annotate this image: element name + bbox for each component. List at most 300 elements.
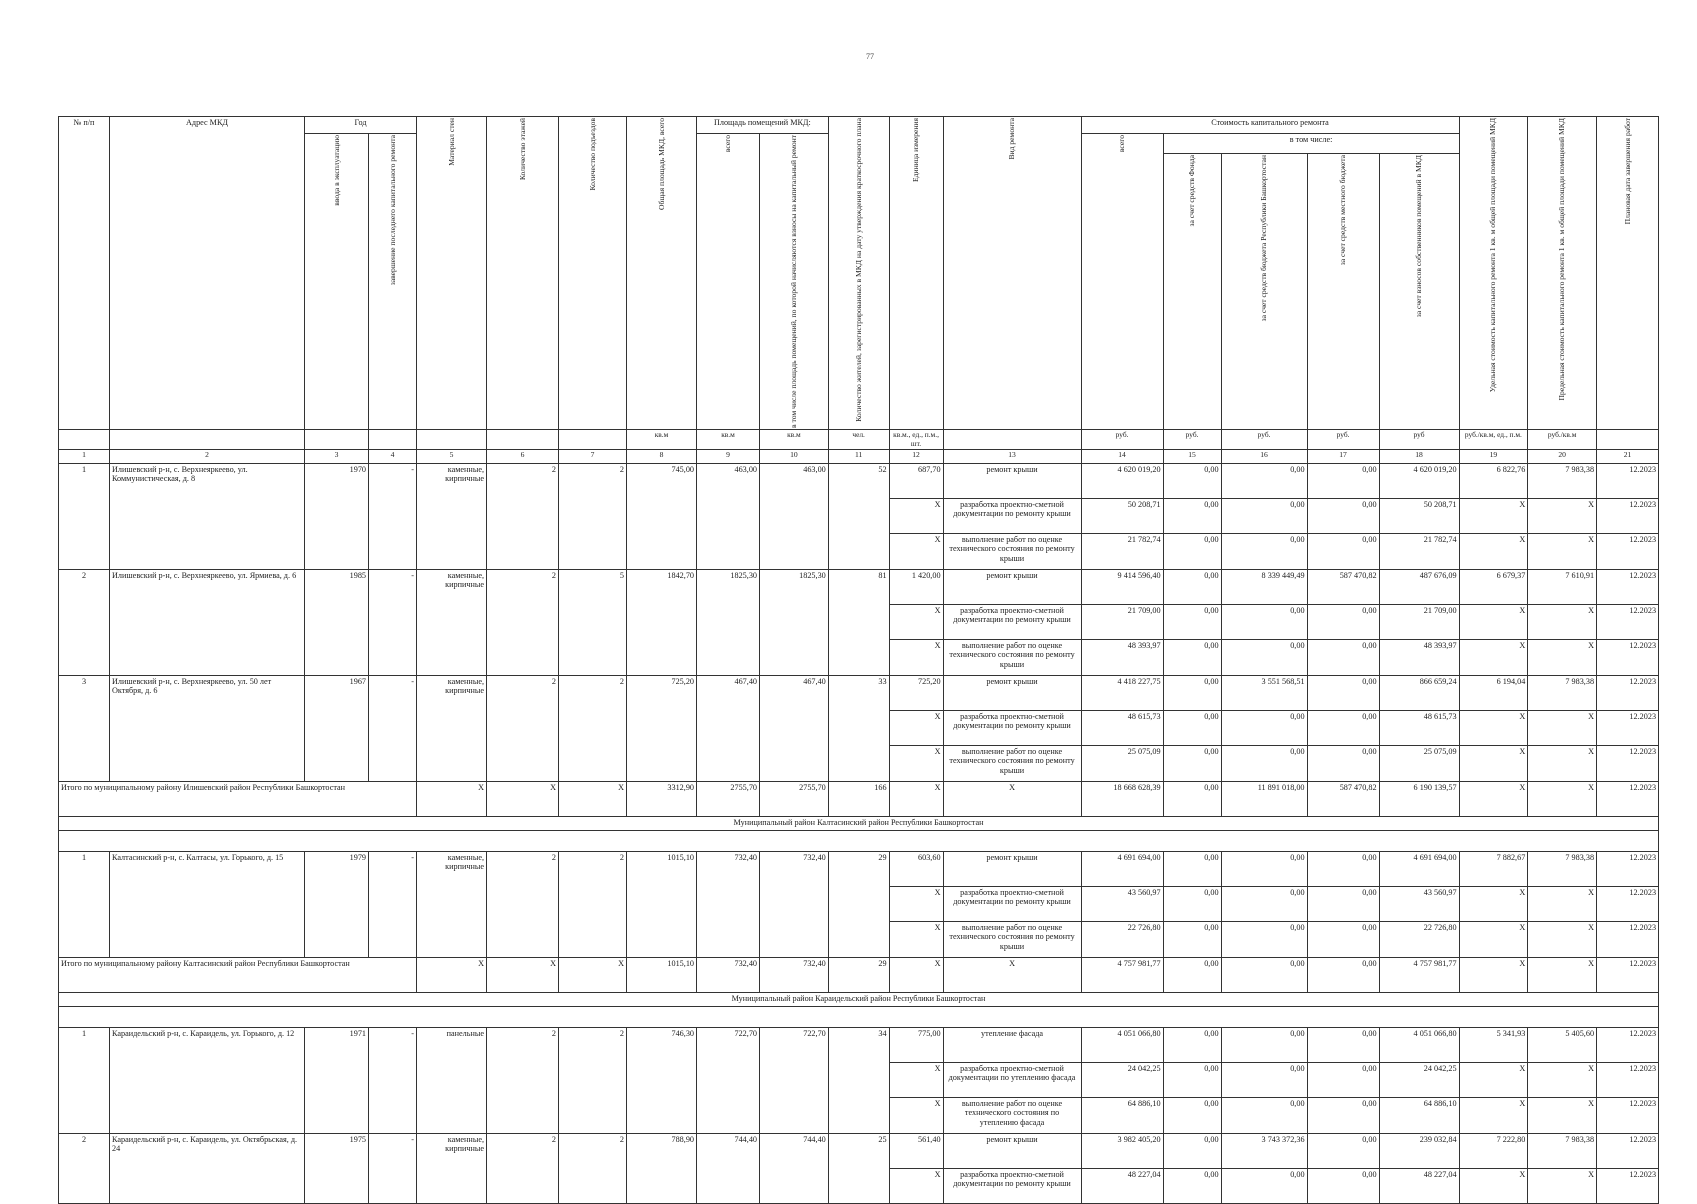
unit-cell: руб.	[1081, 430, 1163, 450]
unit-cell: кв.м	[697, 430, 760, 450]
year-last-repair: -	[369, 570, 417, 676]
cost-total: 48 227,04	[1081, 1169, 1163, 1204]
cost-local: 0,00	[1307, 922, 1379, 958]
header-unit: Единица измерения	[889, 117, 943, 430]
cost-local: 0,00	[1307, 887, 1379, 922]
work-quantity: X	[889, 1063, 943, 1098]
cost-local: 0,00	[1307, 534, 1379, 570]
building-address: Караидельский р-н, с. Караидель, ул. Октябрьская, д. 24	[110, 1134, 305, 1204]
column-numbers-row	[59, 450, 1659, 464]
total-fund: 0,00	[1163, 782, 1221, 817]
work-quantity: 1 420,00	[889, 570, 943, 605]
specific-cost: X	[1459, 499, 1528, 534]
floors: 2	[487, 852, 559, 958]
cost-local: 0,00	[1307, 640, 1379, 676]
cost-republic: 0,00	[1221, 887, 1307, 922]
work-quantity: X	[889, 922, 943, 958]
max-cost: X	[1528, 922, 1597, 958]
specific-cost: X	[1459, 1098, 1528, 1134]
cost-owners: 48 227,04	[1379, 1169, 1459, 1204]
total-area: 745,00	[627, 464, 697, 570]
work-type: разработка проектно-сметной документации по ремонту крыши	[943, 887, 1081, 922]
cost-republic: 0,00	[1221, 922, 1307, 958]
unit-cell: кв.м	[760, 430, 829, 450]
cost-total: 25 075,09	[1081, 746, 1163, 782]
cost-fund: 0,00	[1163, 676, 1221, 711]
max-cost: X	[1528, 711, 1597, 746]
cost-local: 0,00	[1307, 1169, 1379, 1204]
specific-cost: 6 822,76	[1459, 464, 1528, 499]
wall-material: каменные, кирпичные	[417, 1134, 487, 1204]
building-address: Илишевский р-н, с. Верхнеяркеево, ул. 50 лет Октября, д. 6	[110, 676, 305, 782]
total-specific: X	[1459, 958, 1528, 993]
year-last-repair: -	[369, 1134, 417, 1204]
total-year: X	[417, 958, 487, 993]
work-type: выполнение работ по оценке технического состояния по ремонту крыши	[943, 640, 1081, 676]
wall-material: каменные, кирпичные	[417, 464, 487, 570]
cost-owners: 43 560,97	[1379, 887, 1459, 922]
wall-material: каменные, кирпичные	[417, 852, 487, 958]
total-area-all: 732,40	[697, 958, 760, 993]
cost-local: 0,00	[1307, 676, 1379, 711]
header-republic: за счет средств бюджета Республики Башкортостан	[1221, 154, 1307, 430]
area-owned: 732,40	[760, 852, 829, 958]
cost-fund: 0,00	[1163, 746, 1221, 782]
column-number: 3	[305, 450, 369, 464]
area-owned: 467,40	[760, 676, 829, 782]
cost-owners: 4 051 066,80	[1379, 1028, 1459, 1063]
cost-total: 4 418 227,75	[1081, 676, 1163, 711]
section-title-row	[59, 993, 1659, 1007]
total-local: 0,00	[1307, 958, 1379, 993]
total-work-type: X	[943, 782, 1081, 817]
cost-total: 48 615,73	[1081, 711, 1163, 746]
cost-owners: 48 615,73	[1379, 711, 1459, 746]
header-floors: Количество этажей	[487, 117, 559, 430]
cost-owners: 48 393,97	[1379, 640, 1459, 676]
building-row	[59, 852, 1659, 887]
deadline: 12.2023	[1597, 1028, 1659, 1063]
cost-total: 24 042,25	[1081, 1063, 1163, 1098]
unit-cell: кв.м., ед., п.м., шт.	[889, 430, 943, 450]
specific-cost: 6 194,04	[1459, 676, 1528, 711]
max-cost: X	[1528, 1098, 1597, 1134]
specific-cost: X	[1459, 887, 1528, 922]
cost-local: 0,00	[1307, 711, 1379, 746]
cost-republic: 0,00	[1221, 605, 1307, 640]
total-deadline: 12.2023	[1597, 782, 1659, 817]
cost-fund: 0,00	[1163, 922, 1221, 958]
building-address: Илишевский р-н, с. Верхнеяркеево, ул. Ярмиева, д. 6	[110, 570, 305, 676]
work-quantity: 687,70	[889, 464, 943, 499]
max-cost: 7 983,38	[1528, 464, 1597, 499]
header-cost-total: всего	[1081, 134, 1163, 430]
column-number: 14	[1081, 450, 1163, 464]
total-fund: 0,00	[1163, 958, 1221, 993]
section-spacer	[59, 831, 1659, 852]
table-header	[59, 117, 1659, 464]
area-owned: 744,40	[760, 1134, 829, 1204]
column-number: 12	[889, 450, 943, 464]
wall-material: каменные, кирпичные	[417, 676, 487, 782]
floors: 2	[487, 570, 559, 676]
work-quantity: X	[889, 640, 943, 676]
cost-owners: 21 709,00	[1379, 605, 1459, 640]
unit-cell: кв.м	[627, 430, 697, 450]
column-number: 16	[1221, 450, 1307, 464]
wall-material: панельные	[417, 1028, 487, 1134]
district-total-label: Итого по муниципальному району Илишевский район Республики Башкортостан	[59, 782, 417, 817]
cost-republic: 0,00	[1221, 1028, 1307, 1063]
total-total-area: 1015,10	[627, 958, 697, 993]
residents: 29	[828, 852, 889, 958]
total-local: 587 470,82	[1307, 782, 1379, 817]
entrances: 2	[559, 852, 627, 958]
total-specific: X	[1459, 782, 1528, 817]
entrances: 2	[559, 464, 627, 570]
cost-republic: 0,00	[1221, 852, 1307, 887]
specific-cost: X	[1459, 1169, 1528, 1204]
column-number: 2	[110, 450, 305, 464]
unit-cell: руб.	[1307, 430, 1379, 450]
total-owners: 6 190 139,57	[1379, 782, 1459, 817]
work-type: утепление фасада	[943, 1028, 1081, 1063]
work-type: разработка проектно-сметной документации по ремонту крыши	[943, 605, 1081, 640]
cost-fund: 0,00	[1163, 1169, 1221, 1204]
table-body	[59, 464, 1659, 1204]
cost-local: 0,00	[1307, 1098, 1379, 1134]
total-republic: 11 891 018,00	[1221, 782, 1307, 817]
building-row	[59, 1028, 1659, 1063]
year-commission: 1985	[305, 570, 369, 676]
building-number: 2	[59, 1134, 110, 1204]
deadline: 12.2023	[1597, 1134, 1659, 1169]
section-title: Муниципальный район Караидельский район Республики Башкортостан	[59, 993, 1659, 1007]
header-local: за счет средств местного бюджета	[1307, 154, 1379, 430]
work-quantity: X	[889, 746, 943, 782]
header-material: Материал стен	[417, 117, 487, 430]
cost-fund: 0,00	[1163, 534, 1221, 570]
building-row	[59, 570, 1659, 605]
cost-republic: 0,00	[1221, 464, 1307, 499]
cost-local: 0,00	[1307, 746, 1379, 782]
cost-local: 0,00	[1307, 605, 1379, 640]
work-quantity: X	[889, 1098, 943, 1134]
building-number: 1	[59, 852, 110, 958]
column-number: 11	[828, 450, 889, 464]
header-fund: за счет средств Фонда	[1163, 154, 1221, 430]
wall-material: каменные, кирпичные	[417, 570, 487, 676]
column-number: 15	[1163, 450, 1221, 464]
specific-cost: X	[1459, 922, 1528, 958]
building-number: 2	[59, 570, 110, 676]
entrances: 2	[559, 676, 627, 782]
deadline: 12.2023	[1597, 534, 1659, 570]
cost-owners: 866 659,24	[1379, 676, 1459, 711]
year-last-repair: -	[369, 676, 417, 782]
total-work-type: X	[943, 958, 1081, 993]
section-spacer	[59, 1007, 1659, 1028]
deadline: 12.2023	[1597, 852, 1659, 887]
total-cost: 4 757 981,77	[1081, 958, 1163, 993]
header-year-last: завершение последнего капитального ремонта	[369, 134, 417, 430]
specific-cost: X	[1459, 640, 1528, 676]
work-type: ремонт крыши	[943, 1134, 1081, 1169]
max-cost: 7 983,38	[1528, 676, 1597, 711]
deadline: 12.2023	[1597, 1063, 1659, 1098]
column-number: 4	[369, 450, 417, 464]
total-area: 1015,10	[627, 852, 697, 958]
cost-total: 3 982 405,20	[1081, 1134, 1163, 1169]
work-type: разработка проектно-сметной документации по ремонту крыши	[943, 1169, 1081, 1204]
cost-fund: 0,00	[1163, 887, 1221, 922]
unit-cell	[369, 430, 417, 450]
floors: 2	[487, 1028, 559, 1134]
header-area-all: всего	[697, 134, 760, 430]
header-max-cost: Предельная стоимость капитального ремонта 1 кв. м общей площади помещений МКД	[1528, 117, 1597, 430]
area-all: 744,40	[697, 1134, 760, 1204]
cost-total: 4 051 066,80	[1081, 1028, 1163, 1063]
building-row	[59, 464, 1659, 499]
deadline: 12.2023	[1597, 499, 1659, 534]
header-work-type: Вид ремонта	[943, 117, 1081, 430]
unit-cell	[943, 430, 1081, 450]
total-area-all: 2755,70	[697, 782, 760, 817]
district-total-row	[59, 782, 1659, 817]
building-number: 1	[59, 1028, 110, 1134]
total-max: X	[1528, 958, 1597, 993]
unit-cell: руб./кв.м	[1528, 430, 1597, 450]
work-quantity: 603,60	[889, 852, 943, 887]
column-number: 8	[627, 450, 697, 464]
entrances: 2	[559, 1028, 627, 1134]
max-cost: 7 983,38	[1528, 852, 1597, 887]
header-cost-group: Стоимость капитального ремонта	[1081, 117, 1459, 134]
cost-total: 48 393,97	[1081, 640, 1163, 676]
repair-plan-table	[58, 116, 1659, 1204]
residents: 25	[828, 1134, 889, 1204]
deadline: 12.2023	[1597, 1098, 1659, 1134]
specific-cost: X	[1459, 711, 1528, 746]
specific-cost: X	[1459, 605, 1528, 640]
year-last-repair: -	[369, 464, 417, 570]
area-all: 467,40	[697, 676, 760, 782]
cost-owners: 4 620 019,20	[1379, 464, 1459, 499]
district-total-label: Итого по муниципальному району Калтасинский район Республики Башкортостан	[59, 958, 417, 993]
year-last-repair: -	[369, 1028, 417, 1134]
column-number: 10	[760, 450, 829, 464]
work-quantity: X	[889, 1169, 943, 1204]
max-cost: X	[1528, 499, 1597, 534]
cost-total: 43 560,97	[1081, 887, 1163, 922]
cost-total: 4 691 694,00	[1081, 852, 1163, 887]
area-all: 732,40	[697, 852, 760, 958]
cost-fund: 0,00	[1163, 1134, 1221, 1169]
column-number: 17	[1307, 450, 1379, 464]
floors: 2	[487, 464, 559, 570]
work-type: ремонт крыши	[943, 570, 1081, 605]
residents: 52	[828, 464, 889, 570]
year-commission: 1970	[305, 464, 369, 570]
unit-cell	[559, 430, 627, 450]
column-number: 6	[487, 450, 559, 464]
total-quantity: X	[889, 782, 943, 817]
cost-republic: 0,00	[1221, 499, 1307, 534]
header-entrances: Количество подъездов	[559, 117, 627, 430]
deadline: 12.2023	[1597, 464, 1659, 499]
header-owners: за счет взносов собственников помещений в МКД	[1379, 154, 1459, 430]
column-number: 5	[417, 450, 487, 464]
total-deadline: 12.2023	[1597, 958, 1659, 993]
cost-local: 0,00	[1307, 1063, 1379, 1098]
column-number: 20	[1528, 450, 1597, 464]
specific-cost: 7 222,80	[1459, 1134, 1528, 1169]
cost-owners: 21 782,74	[1379, 534, 1459, 570]
cost-local: 0,00	[1307, 852, 1379, 887]
cost-fund: 0,00	[1163, 1063, 1221, 1098]
unit-cell: чел.	[828, 430, 889, 450]
total-republic: 0,00	[1221, 958, 1307, 993]
area-owned: 722,70	[760, 1028, 829, 1134]
residents: 81	[828, 570, 889, 676]
work-quantity: X	[889, 499, 943, 534]
area-all: 722,70	[697, 1028, 760, 1134]
building-row	[59, 1134, 1659, 1169]
total-last: X	[487, 782, 559, 817]
work-type: выполнение работ по оценке технического состояния по ремонту крыши	[943, 534, 1081, 570]
cost-total: 22 726,80	[1081, 922, 1163, 958]
cost-fund: 0,00	[1163, 1098, 1221, 1134]
cost-owners: 25 075,09	[1379, 746, 1459, 782]
unit-cell: руб	[1379, 430, 1459, 450]
cost-fund: 0,00	[1163, 464, 1221, 499]
header-address: Адрес МКД	[110, 117, 305, 430]
deadline: 12.2023	[1597, 746, 1659, 782]
work-quantity: 725,20	[889, 676, 943, 711]
unit-cell	[59, 430, 110, 450]
specific-cost: 6 679,37	[1459, 570, 1528, 605]
max-cost: X	[1528, 534, 1597, 570]
cost-local: 0,00	[1307, 1134, 1379, 1169]
total-last: X	[487, 958, 559, 993]
total-year: X	[417, 782, 487, 817]
cost-republic: 8 339 449,49	[1221, 570, 1307, 605]
spacer-cell	[59, 831, 1659, 852]
total-residents: 29	[828, 958, 889, 993]
residents: 33	[828, 676, 889, 782]
max-cost: 7 610,91	[1528, 570, 1597, 605]
floors: 2	[487, 1134, 559, 1204]
work-quantity: X	[889, 605, 943, 640]
cost-local: 0,00	[1307, 1028, 1379, 1063]
unit-cell: руб.	[1221, 430, 1307, 450]
cost-total: 21 709,00	[1081, 605, 1163, 640]
header-incl-group: в том числе:	[1163, 134, 1459, 154]
work-type: ремонт крыши	[943, 676, 1081, 711]
total-area: 788,90	[627, 1134, 697, 1204]
total-area-owned: 732,40	[760, 958, 829, 993]
cost-fund: 0,00	[1163, 570, 1221, 605]
year-commission: 1979	[305, 852, 369, 958]
header-specific-cost: Удельная стоимость капитального ремонта 1 кв. м общей площади помещений МКД	[1459, 117, 1528, 430]
unit-cell	[487, 430, 559, 450]
area-owned: 463,00	[760, 464, 829, 570]
column-number: 7	[559, 450, 627, 464]
entrances: 2	[559, 1134, 627, 1204]
cost-total: 4 620 019,20	[1081, 464, 1163, 499]
deadline: 12.2023	[1597, 605, 1659, 640]
total-max: X	[1528, 782, 1597, 817]
header-area-group: Площадь помещений МКД:	[697, 117, 829, 134]
work-type: разработка проектно-сметной документации по ремонту крыши	[943, 711, 1081, 746]
cost-local: 0,00	[1307, 464, 1379, 499]
floors: 2	[487, 676, 559, 782]
cost-republic: 0,00	[1221, 711, 1307, 746]
specific-cost: 5 341,93	[1459, 1028, 1528, 1063]
max-cost: X	[1528, 640, 1597, 676]
building-number: 1	[59, 464, 110, 570]
year-last-repair: -	[369, 852, 417, 958]
cost-fund: 0,00	[1163, 1028, 1221, 1063]
year-commission: 1971	[305, 1028, 369, 1134]
cost-owners: 64 886,10	[1379, 1098, 1459, 1134]
cost-republic: 0,00	[1221, 1169, 1307, 1204]
building-address: Караидельский р-н, с. Караидель, ул. Горького, д. 12	[110, 1028, 305, 1134]
header-area-owned: в том числе площадь помещений, по которой начисляются взносы на капитальный ремонт	[760, 134, 829, 430]
cost-owners: 24 042,25	[1379, 1063, 1459, 1098]
section-title-row	[59, 817, 1659, 831]
cost-fund: 0,00	[1163, 640, 1221, 676]
deadline: 12.2023	[1597, 711, 1659, 746]
total-cost: 18 668 628,39	[1081, 782, 1163, 817]
deadline: 12.2023	[1597, 640, 1659, 676]
column-number: 9	[697, 450, 760, 464]
cost-republic: 3 743 372,36	[1221, 1134, 1307, 1169]
cost-fund: 0,00	[1163, 605, 1221, 640]
work-quantity: X	[889, 534, 943, 570]
year-commission: 1967	[305, 676, 369, 782]
building-number: 3	[59, 676, 110, 782]
max-cost: X	[1528, 887, 1597, 922]
deadline: 12.2023	[1597, 676, 1659, 711]
header-deadline: Плановая дата завершения работ	[1597, 117, 1659, 430]
specific-cost: X	[1459, 746, 1528, 782]
page-number: 77	[866, 52, 874, 61]
cost-republic: 0,00	[1221, 1063, 1307, 1098]
total-total-area: 3312,90	[627, 782, 697, 817]
unit-cell	[110, 430, 305, 450]
work-type: выполнение работ по оценке технического состояния по ремонту крыши	[943, 922, 1081, 958]
unit-cell: руб./кв.м, ед., п.м.	[1459, 430, 1528, 450]
total-material: X	[559, 782, 627, 817]
cost-republic: 0,00	[1221, 534, 1307, 570]
column-number: 19	[1459, 450, 1528, 464]
work-type: разработка проектно-сметной документации по ремонту крыши	[943, 499, 1081, 534]
cost-fund: 0,00	[1163, 499, 1221, 534]
deadline: 12.2023	[1597, 922, 1659, 958]
total-quantity: X	[889, 958, 943, 993]
cost-total: 21 782,74	[1081, 534, 1163, 570]
total-area: 1842,70	[627, 570, 697, 676]
entrances: 5	[559, 570, 627, 676]
work-quantity: 775,00	[889, 1028, 943, 1063]
building-row	[59, 676, 1659, 711]
max-cost: X	[1528, 746, 1597, 782]
cost-owners: 487 676,09	[1379, 570, 1459, 605]
total-area-owned: 2755,70	[760, 782, 829, 817]
header-year-group: Год	[305, 117, 417, 134]
work-type: разработка проектно-сметной документации по утеплению фасада	[943, 1063, 1081, 1098]
